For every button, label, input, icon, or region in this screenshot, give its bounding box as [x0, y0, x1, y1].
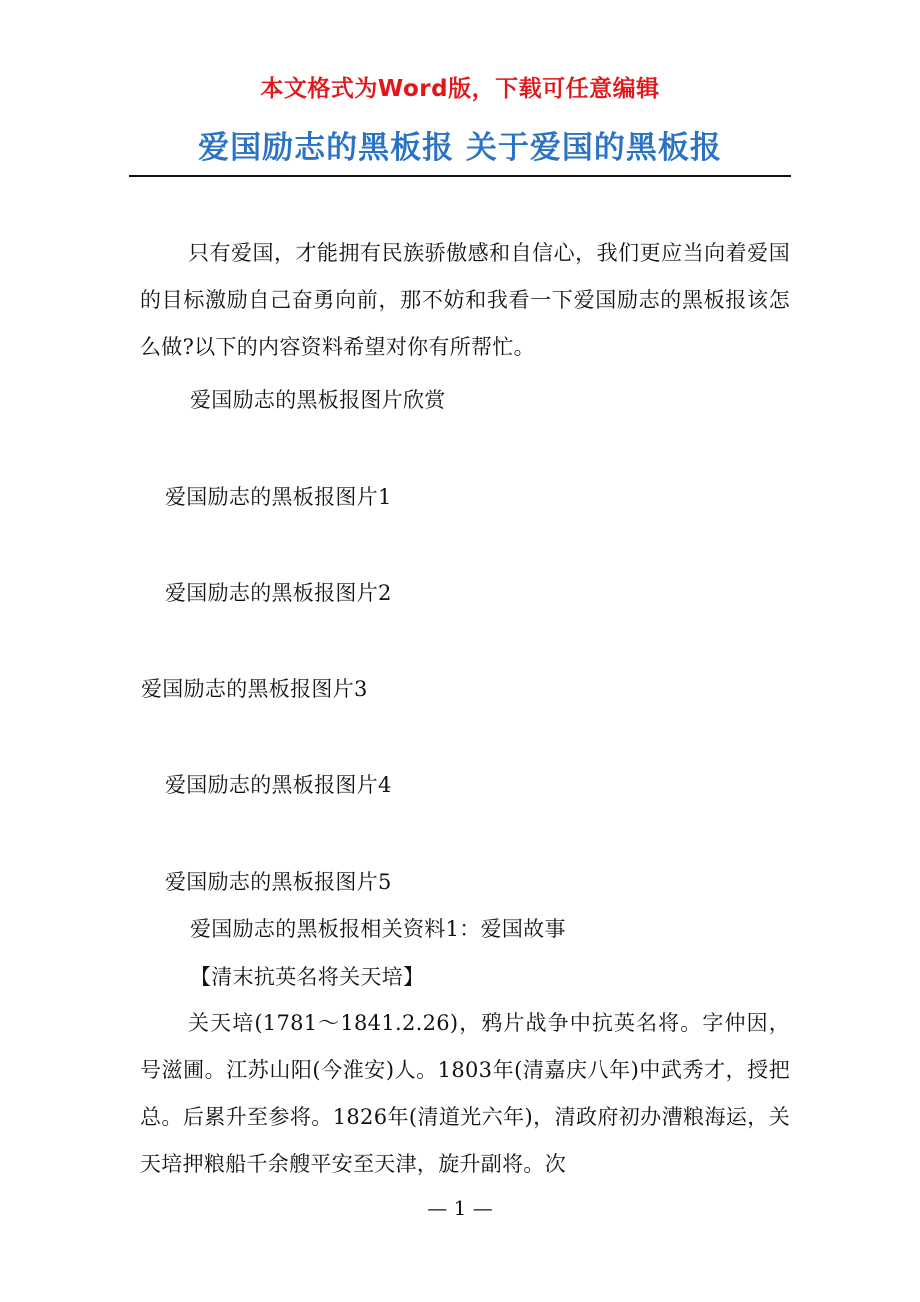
story-heading: 【清末抗英名将关天培】 — [190, 965, 425, 989]
gallery-heading: 爱国励志的黑板报图片欣赏 — [190, 388, 446, 412]
picture-caption-5: 爱国励志的黑板报图片5 — [165, 870, 392, 894]
story-paragraph: 关天培(1781～1841.2.26)，鸦片战争中抗英名将。字仲因，号滋圃。江苏山阳(今淮安)人。1803年(清嘉庆八年)中武秀才，授把总。后累升至参将。1826年(清道光六年)，清政府初办漕粮海运，关天培押粮船千余艘平安至天津，旋升副将。次 — [140, 1011, 790, 1176]
picture-caption-4: 爱国励志的黑板报图片4 — [165, 773, 392, 797]
story-block — [140, 1000, 790, 1188]
intro-paragraph: 只有爱国，才能拥有民族骄傲感和自信心，我们更应当向着爱国的目标激励自己奋勇向前，那不妨和我看一下爱国励志的黑板报该怎么做?以下的内容资料希望对你有所帮忙。 — [140, 241, 790, 359]
picture-caption-3: 爱国励志的黑板报图片3 — [141, 677, 368, 701]
intro-block — [140, 230, 790, 371]
title-divider — [129, 175, 791, 177]
format-notice: 本文格式为Word版，下载可任意编辑 — [260, 76, 660, 102]
picture-caption-1: 爱国励志的黑板报图片1 — [165, 485, 392, 509]
page-title: 爱国励志的黑板报 关于爱国的黑板报 — [198, 130, 722, 166]
page-number: — 1 — — [427, 1196, 493, 1220]
material-heading: 爱国励志的黑板报相关资料1：爱国故事 — [190, 917, 566, 941]
picture-caption-2: 爱国励志的黑板报图片2 — [165, 581, 392, 605]
